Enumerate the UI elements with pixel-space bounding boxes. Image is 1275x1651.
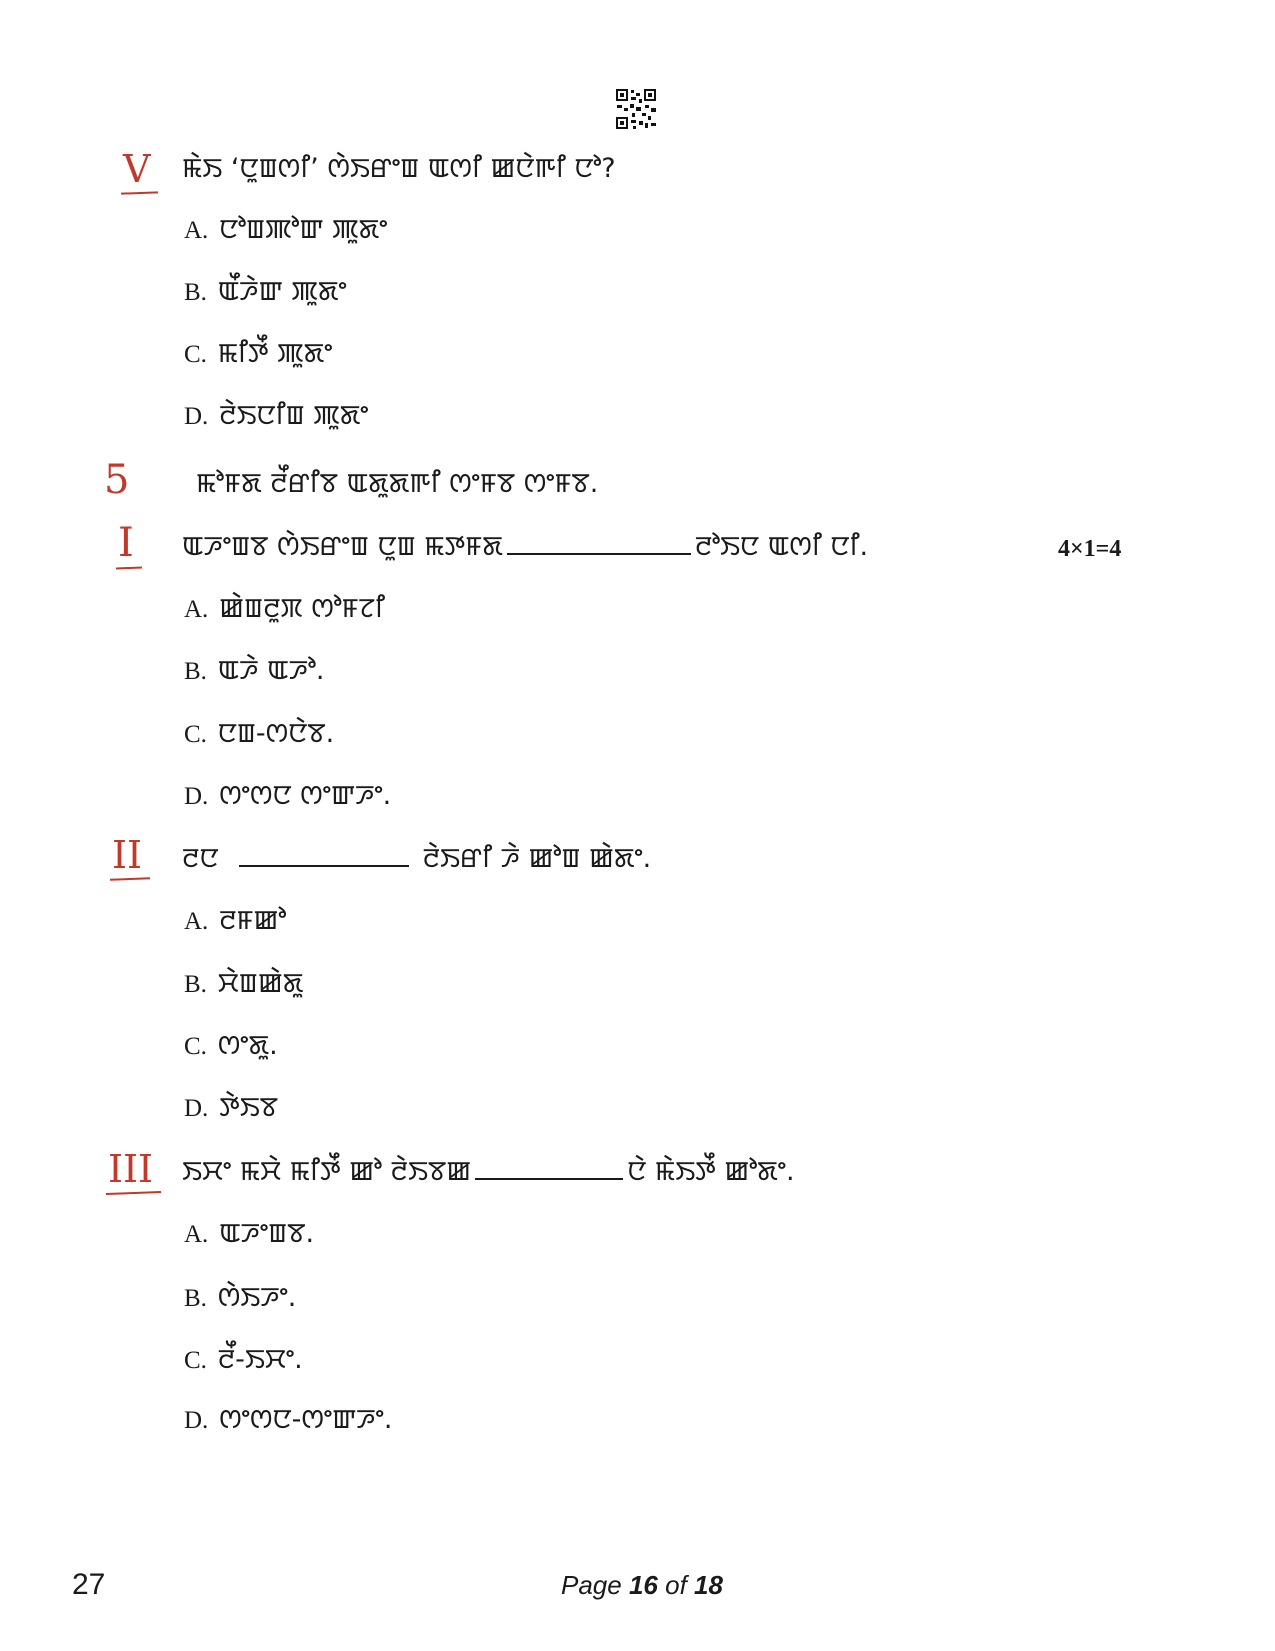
option-text: ꯅꯡ-ꯁꯅꯥꯕ.: [217, 718, 335, 749]
option-letter: C.: [184, 1033, 207, 1060]
option-text: ꯀꯥꯡꯂꯨꯞ ꯁꯣꯝꯖꯤ: [219, 593, 385, 624]
question-iii-option-b: [184, 1284, 296, 1311]
option-letter: D.: [184, 783, 209, 810]
question-v-option-a: [184, 216, 387, 243]
question-i-text-before: ꯑꯍꯦꯡꯕ ꯁꯥꯏꯔꯦꯡ ꯅꯨꯡ ꯃꯇꯝꯗ: [182, 531, 503, 562]
question-v-mark: V: [123, 150, 150, 188]
option-letter: B.: [184, 658, 207, 685]
marks-allocation: 4×1=4: [1058, 536, 1122, 562]
footer-current-page: 16: [628, 1570, 658, 1600]
question-iii-option-c: [184, 1346, 303, 1373]
option-letter: B.: [184, 279, 207, 306]
question-ii-option-c: [184, 1032, 278, 1059]
page-footer: [561, 1570, 723, 1601]
option-text: ꯁꯦꯗꯨ.: [217, 1030, 278, 1061]
option-letter: D.: [184, 1407, 209, 1434]
option-text: ꯅꯣꯡꯄꯣꯛ ꯄꯨꯗꯦ: [219, 214, 388, 245]
question-ii-text: [182, 845, 651, 872]
option-text: ꯁꯥꯏꯍꯦ.: [217, 1282, 297, 1313]
question-v-option-d: [184, 402, 368, 429]
question-i-text: [182, 533, 868, 560]
question-ii-option-a: [184, 907, 286, 934]
option-letter: C.: [184, 721, 207, 748]
option-letter: A.: [184, 596, 209, 623]
question-iii-text-before: ꯏꯆꯦ ꯃꯆꯥ ꯃꯤꯇꯩ ꯀꯣ ꯂꯥꯏꯕꯀ: [182, 1156, 472, 1187]
option-text: ꯂꯝꯀꯣ: [219, 905, 287, 936]
qr-code-icon: [615, 88, 657, 130]
question-ii-text-after: ꯂꯥꯏꯔꯤ ꯍꯥ ꯀꯣꯡ ꯀꯥꯗꯦ.: [422, 843, 652, 874]
section-5-heading: ꯃꯣꯝꯗ ꯂꯩꯔꯤꯕ ꯑꯗꯨꯗꯒꯤ ꯁꯦꯝꯕ ꯁꯦꯝꯕ.: [196, 468, 599, 499]
answer-blank: [239, 863, 409, 867]
question-iii-mark: III: [108, 1150, 153, 1188]
answer-blank: [507, 551, 691, 555]
option-text: ꯃꯤꯇꯩ ꯄꯨꯗꯦ: [217, 338, 333, 369]
option-text: ꯁꯦꯁꯅ ꯁꯦꯛꯍꯦ.: [219, 780, 392, 811]
option-text: ꯆꯥꯡꯀꯥꯗꯨ: [217, 968, 304, 999]
footer-total-pages: 18: [694, 1570, 723, 1600]
question-iii-text-after: ꯅꯥ ꯃꯥꯏꯇꯩ ꯀꯣꯗꯦ.: [627, 1156, 795, 1187]
option-letter: D.: [184, 1095, 209, 1122]
footer-page-word: Page: [561, 1570, 622, 1600]
answer-blank: [475, 1176, 623, 1180]
option-text: ꯑꯍꯥ ꯑꯍꯣ.: [217, 655, 325, 686]
question-i-text-after: ꯂꯣꯏꯅ ꯑꯁꯤ ꯅꯤ.: [694, 531, 869, 562]
option-letter: C.: [184, 341, 207, 368]
option-text: ꯑꯍꯦꯡꯕ.: [219, 1218, 315, 1249]
option-letter: A.: [184, 1221, 209, 1248]
option-letter: B.: [184, 1285, 207, 1312]
question-ii-option-d: [184, 1094, 278, 1121]
question-v-text: ꯃꯥꯏ ‘ꯅꯨꯡꯁꯤ’ ꯁꯥꯏꯔꯦꯡ ꯑꯁꯤ ꯀꯅꯥꯒꯤ ꯅꯣ?: [182, 153, 616, 184]
question-ii-mark: II: [112, 836, 142, 874]
question-v-option-c: [184, 340, 332, 367]
option-letter: C.: [184, 1347, 207, 1374]
option-text: ꯂꯩ-ꯏꯆꯦ.: [217, 1344, 303, 1375]
question-i-option-d: [184, 782, 391, 809]
question-v-option-b: [184, 278, 347, 305]
page-number: 27: [72, 1568, 106, 1601]
option-letter: B.: [184, 971, 207, 998]
question-iii-option-a: [184, 1220, 314, 1247]
option-text: ꯇꯥꯏꯕ: [219, 1092, 278, 1123]
section-5-mark: 5: [104, 457, 130, 503]
option-text: ꯁꯦꯁꯅ-ꯁꯦꯛꯍꯦ.: [219, 1404, 393, 1435]
option-text: ꯂꯥꯏꯅꯤꯡ ꯄꯨꯗꯦ: [219, 400, 369, 431]
question-i-option-c: [184, 720, 334, 747]
footer-of-word: of: [665, 1570, 687, 1600]
question-ii-text-before: ꯂꯅ: [182, 843, 219, 874]
question-i-option-b: [184, 657, 324, 684]
question-ii-option-b: [184, 970, 303, 997]
option-letter: D.: [184, 403, 209, 430]
question-i-option-a: [184, 595, 385, 622]
option-text: ꯑꯩꯍꯥꯛ ꯄꯨꯗꯦ: [217, 276, 347, 307]
question-iii-text: [182, 1158, 795, 1185]
question-i-mark: I: [118, 523, 134, 563]
question-iii-option-d: [184, 1406, 392, 1433]
option-letter: A.: [184, 217, 209, 244]
option-letter: A.: [184, 908, 209, 935]
